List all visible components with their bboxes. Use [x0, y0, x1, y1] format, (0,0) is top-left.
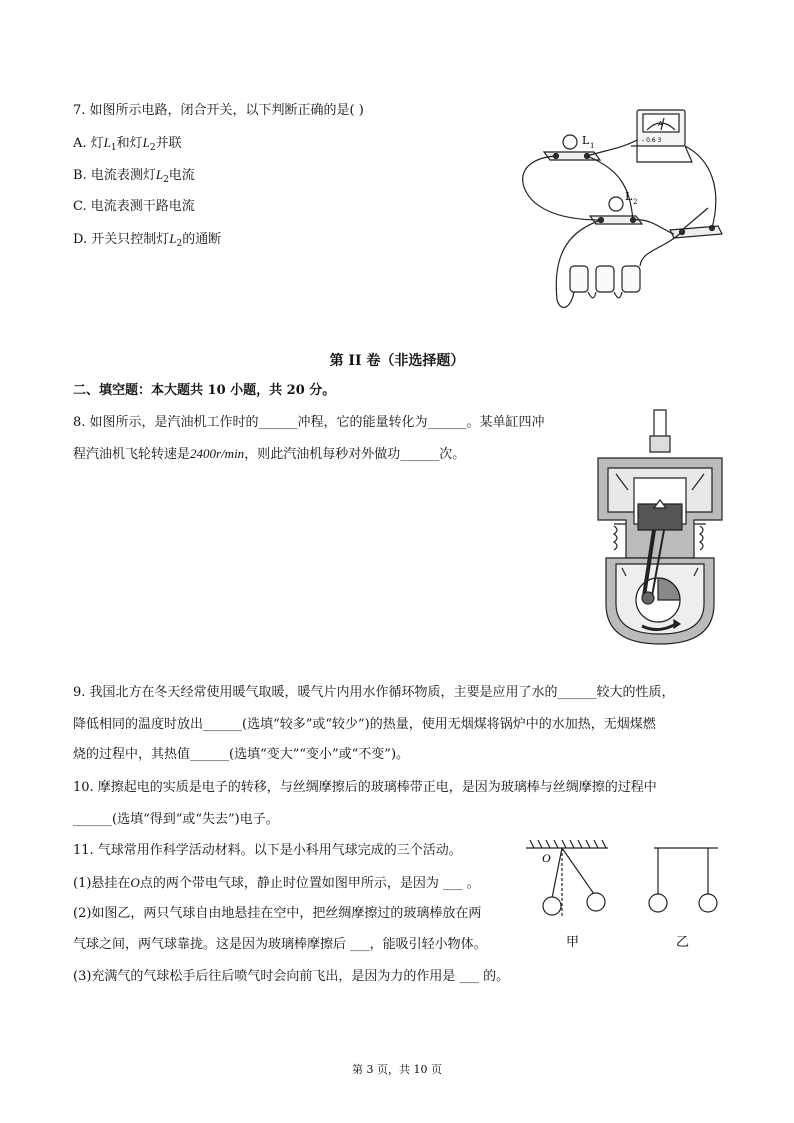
point-o-label: O — [542, 851, 551, 865]
page-footer: 第 3 页，共 10 页 — [352, 1063, 442, 1076]
q7-d-post: 的通断 — [182, 232, 222, 247]
q8-line1: 8. 如图所示，是汽油机工作时的______冲程，它的能量转化为______。某单缸四冲 — [73, 415, 545, 430]
q8-line2-post: ，则此汽油机每秒对外做功______次。 — [244, 447, 466, 462]
q10-line2: ______(选填“得到”或“失去”)电子。 — [73, 812, 279, 827]
var-O: O — [130, 875, 140, 890]
ammeter-label: A — [658, 120, 663, 128]
q11-line5: (3)充满气的气球松手后往后喷气时会向前飞出，是因为力的作用是 ___ 的。 — [73, 969, 510, 984]
q11-line2 — [73, 874, 480, 893]
q8-line2-pre: 程汽油机飞轮转速是 — [73, 447, 191, 462]
figure-yi-label: 乙 — [676, 935, 690, 950]
sub: 1 — [110, 143, 117, 153]
q7-option-d[interactable] — [73, 230, 221, 249]
sub: 2 — [176, 239, 183, 249]
q7-c-text: C. 电流表测干路电流 — [73, 199, 195, 214]
var-L: L — [169, 231, 177, 246]
engine-figure — [592, 408, 728, 646]
q7-a-mid: 和灯 — [116, 136, 143, 151]
q7-option-b[interactable] — [73, 166, 195, 185]
q11-line1: 11. 气球常用作科学活动材料。以下是小科用气球完成的三个活动。 — [73, 843, 462, 858]
q7-option-c[interactable] — [73, 198, 195, 216]
q9-line1: 9. 我国北方在冬天经常使用暖气取暖，暖气片内用水作循环物质，主要是应用了水的______较大的性质， — [73, 685, 675, 700]
circuit-figure — [512, 100, 734, 316]
q9-line2: 降低相同的温度时放出______(选填“较多”或“较少”)的热量，使用无烟煤将锅炉中的水加热，无烟煤燃 — [73, 717, 656, 732]
q7-option-a[interactable] — [73, 134, 182, 153]
balloon-figure — [522, 840, 728, 956]
l1-label: L — [582, 134, 590, 147]
q9-line3: 烧的过程中，其热值______(选填“变大”“变小”或“不变”)。 — [73, 747, 410, 762]
q10-line1: 10. 摩擦起电的实质是电子的转移，与丝绸摩擦后的玻璃棒带正电，是因为玻璃棒与丝绸摩擦的过程中 — [73, 780, 657, 795]
q11-line4: 气球之间，两气球靠拢。这是因为玻璃棒摩擦后 ___，能吸引轻小物体。 — [73, 937, 487, 952]
l2-label-sub: 2 — [633, 198, 638, 206]
q7-d-pre: D. 开关只控制灯 — [73, 232, 170, 247]
section-title: 第 II 卷（非选择题） — [329, 353, 465, 369]
fill-blank-header: 二、填空题：本大题共 10 小题，共 20 分。 — [73, 383, 336, 398]
q11-line3: (2)如图乙，两只气球自由地悬挂在空中，把丝绸摩擦过的玻璃棒放在两 — [73, 906, 482, 921]
sub: 2 — [149, 143, 156, 153]
q7-a-pre: A. 灯 — [73, 136, 104, 151]
q7-b-pre: B. 电流表测灯 — [73, 168, 156, 183]
q8-line2 — [73, 445, 465, 464]
q7-stem: 7. 如图所示电路，闭合开关，以下判断正确的是( ) — [73, 103, 364, 118]
var-L: L — [155, 167, 164, 182]
figure-jia-label: 甲 — [566, 935, 580, 950]
var-L: L — [103, 135, 111, 150]
l2-label: L — [625, 190, 633, 203]
q11-line2-pre: (1)悬挂在 — [73, 876, 131, 891]
q7-b-post: 电流 — [168, 168, 195, 183]
var-L: L — [142, 135, 150, 150]
l1-label-sub: 1 — [590, 142, 595, 150]
ammeter-terminals: - 0.6 3 — [642, 137, 662, 144]
q11-line2-post: 点的两个带电气球，静止时位置如图甲所示，是因为 ___ 。 — [139, 876, 480, 891]
q7-a-post: 并联 — [155, 136, 182, 151]
sub: 2 — [163, 175, 169, 185]
q8-rpm: 2400r/min — [190, 446, 245, 461]
